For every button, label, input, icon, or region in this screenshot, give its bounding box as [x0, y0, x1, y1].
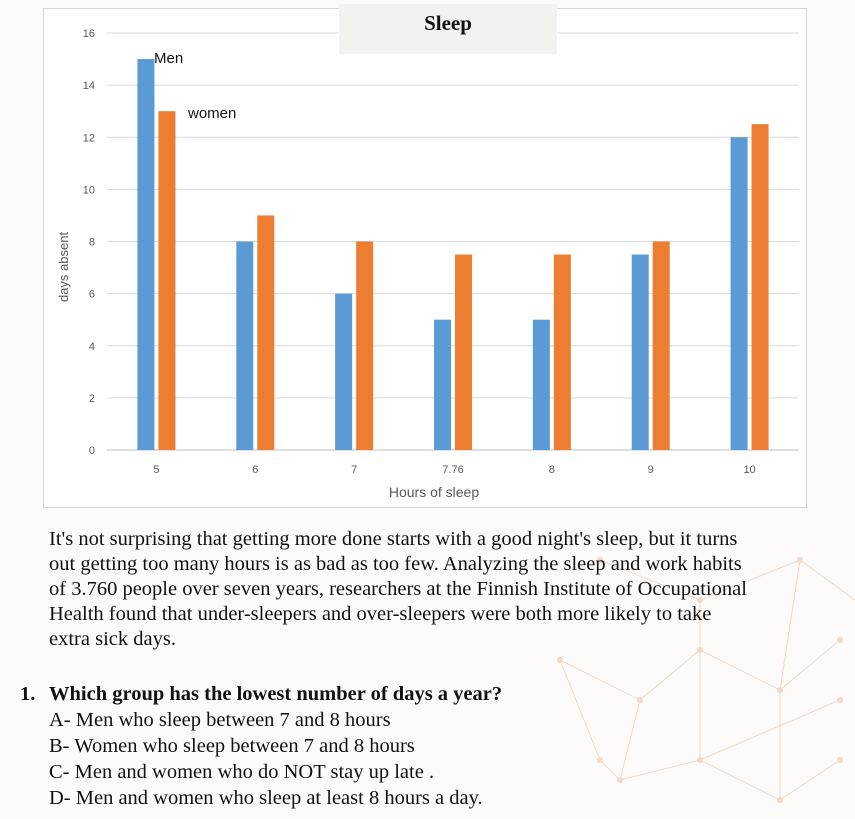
bar-men-9	[632, 255, 649, 450]
bar-women-5	[158, 111, 175, 450]
chart-title-box	[339, 4, 557, 54]
x-tick-labels	[153, 464, 755, 476]
x-axis-label: Hours of sleep	[388, 484, 480, 500]
question-heading	[20, 681, 720, 707]
x-tick-label: 7	[351, 464, 358, 476]
x-tick-label: 9	[647, 464, 654, 476]
passage-text: It's not surprising that getting more done starts with a good night's sleep, but it turns out getting too many hours is as bad as too few. Analyzing the sleep and work habits of 3.760 people over seven years, researchers at the Finnish Institute of Occupational Health found that under-sleepers and over-sleepers were both more likely to take extra sick days.	[49, 528, 747, 650]
x-tick-label: 8	[548, 464, 555, 476]
bar-chart	[44, 9, 806, 507]
question-block	[20, 681, 720, 811]
y-tick-label: 10	[82, 184, 95, 197]
y-tick-label: 8	[88, 236, 95, 249]
option-d: D- Men and women who sleep at least 8 hours a day.	[49, 787, 483, 809]
question-text: Which group has the lowest number of days a year?	[49, 683, 503, 705]
chart-title: Sleep	[424, 11, 472, 35]
bar-women-8	[554, 255, 571, 450]
grid-lines	[107, 33, 799, 450]
bar-men-6	[236, 242, 253, 451]
option-c: C- Men and women who do NOT stay up late .	[49, 761, 435, 783]
y-tick-label: 6	[88, 288, 95, 301]
chart-frame	[43, 8, 807, 508]
bar-women-7.76	[455, 255, 472, 450]
x-tick-label: 10	[743, 464, 756, 476]
x-tick-label: 7.76	[442, 464, 464, 476]
series-label-women: women	[188, 105, 237, 122]
bar-women-10	[752, 124, 769, 450]
y-tick-labels	[83, 28, 95, 457]
series-label-men: Men	[154, 50, 184, 67]
y-tick-label: 2	[88, 392, 95, 405]
y-axis-label: days absent	[56, 231, 71, 303]
y-tick-label: 4	[88, 340, 95, 353]
y-tick-label: 0	[88, 445, 95, 457]
y-tick-label: 12	[82, 132, 95, 145]
y-tick-label: 16	[82, 28, 95, 40]
x-tick-label: 6	[252, 464, 259, 476]
y-tick-label: 14	[82, 80, 95, 93]
question-number: 1.	[20, 683, 36, 705]
bar-men-7	[335, 294, 352, 450]
bar-men-7.76	[434, 320, 451, 450]
bar-men-8	[533, 320, 550, 450]
bar-women-9	[653, 242, 670, 451]
option-b: B- Women who sleep between 7 and 8 hours	[49, 735, 415, 757]
option-a: A- Men who sleep between 7 and 8 hours	[49, 709, 391, 731]
bar-women-6	[257, 215, 274, 450]
x-tick-label: 5	[153, 464, 160, 476]
bar-men-10	[731, 137, 748, 450]
bar-women-7	[356, 242, 373, 451]
bar-men-5	[137, 59, 154, 450]
